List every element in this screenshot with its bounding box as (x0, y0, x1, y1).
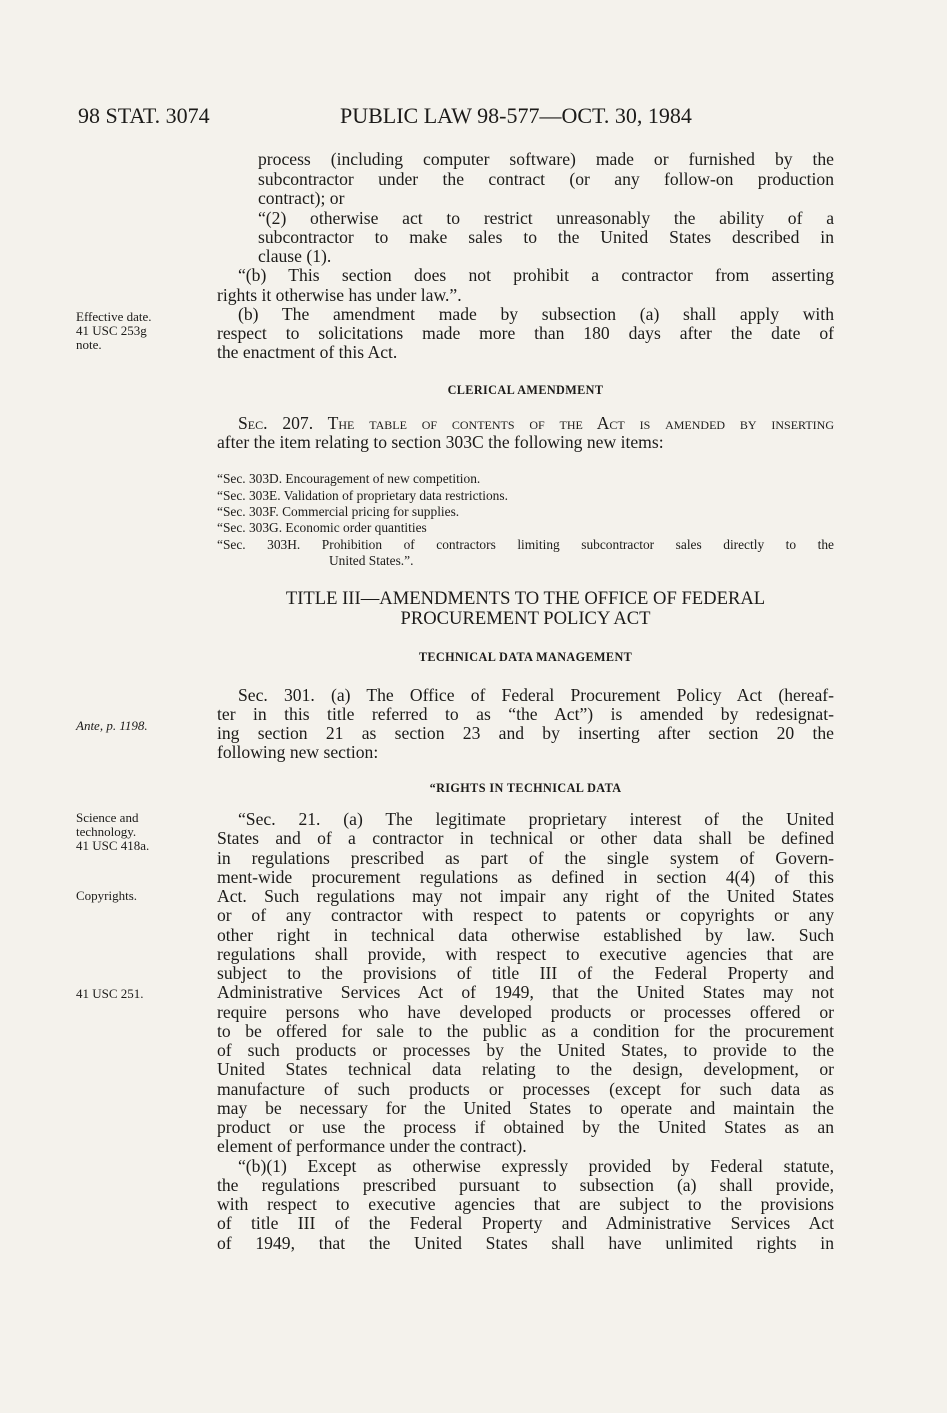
text-line: (b) The amendment made by subsection (a) shall apply with (238, 304, 834, 324)
text-line: Administrative Services Act of 1949, that the United States may not (217, 982, 834, 1002)
text-line: ment-wide procurement regulations as defined in section 4(4) of this (217, 867, 834, 887)
toc-item: “Sec. 303E. Validation of proprietary data restrictions. (217, 488, 508, 503)
text-line: the regulations prescribed pursuant to subsection (a) shall provide, (217, 1175, 834, 1195)
toc-item: “Sec. 303F. Commercial pricing for supplies. (217, 504, 460, 519)
title-iii-heading: TITLE III—AMENDMENTS TO THE OFFICE OF FEDERAL (285, 588, 766, 609)
text-line: manufacture of such products or processes (except for such data as (217, 1079, 834, 1099)
text-line: with respect to executive agencies that are subject to the provisions (217, 1194, 834, 1214)
text-line: “(b)(1) Except as otherwise expressly provided by Federal statute, (238, 1156, 834, 1176)
heading-technical-data-management: TECHNICAL DATA MANAGEMENT (418, 650, 633, 664)
text-line: of 1949, that the United States shall have unlimited rights in (217, 1233, 834, 1253)
text-line: States and of a contractor in technical or other data shall be defined (217, 828, 834, 848)
text-line: “Sec. 21. (a) The legitimate proprietary interest of the United (238, 809, 834, 829)
text-line: or of any contractor with respect to patents or copyrights or any (217, 905, 834, 925)
text-line: following new section: (217, 742, 379, 762)
toc-item: “Sec. 303H. Prohibition of contractors limiting subcontractor sales directly to the (217, 537, 834, 552)
text-line: respect to solicitations made more than 180 days after the date of (217, 323, 834, 343)
toc-item: “Sec. 303G. Economic order quantities (217, 520, 427, 535)
text-line: ter in this title referred to as “the Act”) is amended by redesignat- (217, 704, 834, 724)
text-line: the enactment of this Act. (217, 342, 398, 362)
margin-note-effective-date: Effective date. 41 USC 253g note. (76, 309, 152, 352)
text-line: rights it otherwise has under law.”. (217, 285, 462, 305)
heading-clerical-amendment: CLERICAL AMENDMENT (447, 383, 604, 397)
text-line: ing section 21 as section 23 and by inserting after section 20 the (217, 723, 834, 743)
text-line: after the item relating to section 303C the following new items: (217, 432, 664, 452)
text-line: process (including computer software) made or furnished by the (258, 149, 834, 169)
title-iii-heading: PROCUREMENT POLICY ACT (400, 608, 651, 629)
text-line: subcontractor to make sales to the United States described in (258, 227, 834, 247)
statute-page-reference: 98 STAT. 3074 (78, 103, 210, 128)
text-line: Act. Such regulations may not impair any right of the United States (217, 886, 834, 906)
text-line: regulations shall provide, with respect to executive agencies that are (217, 944, 834, 964)
text-line: Sec. 207. The table of contents of the Act is amended by inserting (238, 413, 834, 433)
text-line: other right in technical data otherwise established by law. Such (217, 925, 834, 945)
text-line: of such products or processes by the United States, to provide to the (217, 1040, 834, 1060)
heading-rights-in-technical-data: “RIGHTS IN TECHNICAL DATA (429, 781, 622, 795)
text-line: subcontractor under the contract (or any follow-on production (258, 169, 834, 189)
text-line: subject to the provisions of title III of the Federal Property and (217, 963, 834, 983)
toc-item: “Sec. 303D. Encouragement of new competition. (217, 471, 481, 486)
text-line: require persons who have developed products or processes offered or (217, 1002, 834, 1022)
text-line: “(b) This section does not prohibit a contractor from asserting (238, 265, 834, 285)
text-line: clause (1). (258, 246, 332, 266)
text-line: of title III of the Federal Property and Administrative Services Act (217, 1213, 834, 1233)
text-line: contract); or (258, 188, 345, 208)
margin-note-ante: Ante, p. 1198. (76, 718, 148, 733)
text-line: Sec. 301. (a) The Office of Federal Procurement Policy Act (hereaf- (238, 685, 834, 705)
public-law-header: PUBLIC LAW 98-577—OCT. 30, 1984 (340, 103, 692, 128)
margin-note-usc-251: 41 USC 251. (76, 986, 144, 1001)
text-line: may be necessary for the United States to operate and maintain the (217, 1098, 834, 1118)
text-line: United States technical data relating to the design, development, or (217, 1059, 834, 1079)
text-line: to be offered for sale to the public as a condition for the procurement (217, 1021, 834, 1041)
text-line: element of performance under the contract). (217, 1136, 527, 1156)
toc-item: United States.”. (329, 553, 414, 568)
text-line: “(2) otherwise act to restrict unreasonably the ability of a (258, 208, 834, 228)
text-line: in regulations prescribed as part of the single system of Govern- (217, 848, 834, 868)
margin-note-science: Science and technology. 41 USC 418a. (76, 810, 150, 853)
text-line: product or use the process if obtained by the United States as an (217, 1117, 834, 1137)
margin-note-copyrights: Copyrights. (76, 888, 138, 903)
